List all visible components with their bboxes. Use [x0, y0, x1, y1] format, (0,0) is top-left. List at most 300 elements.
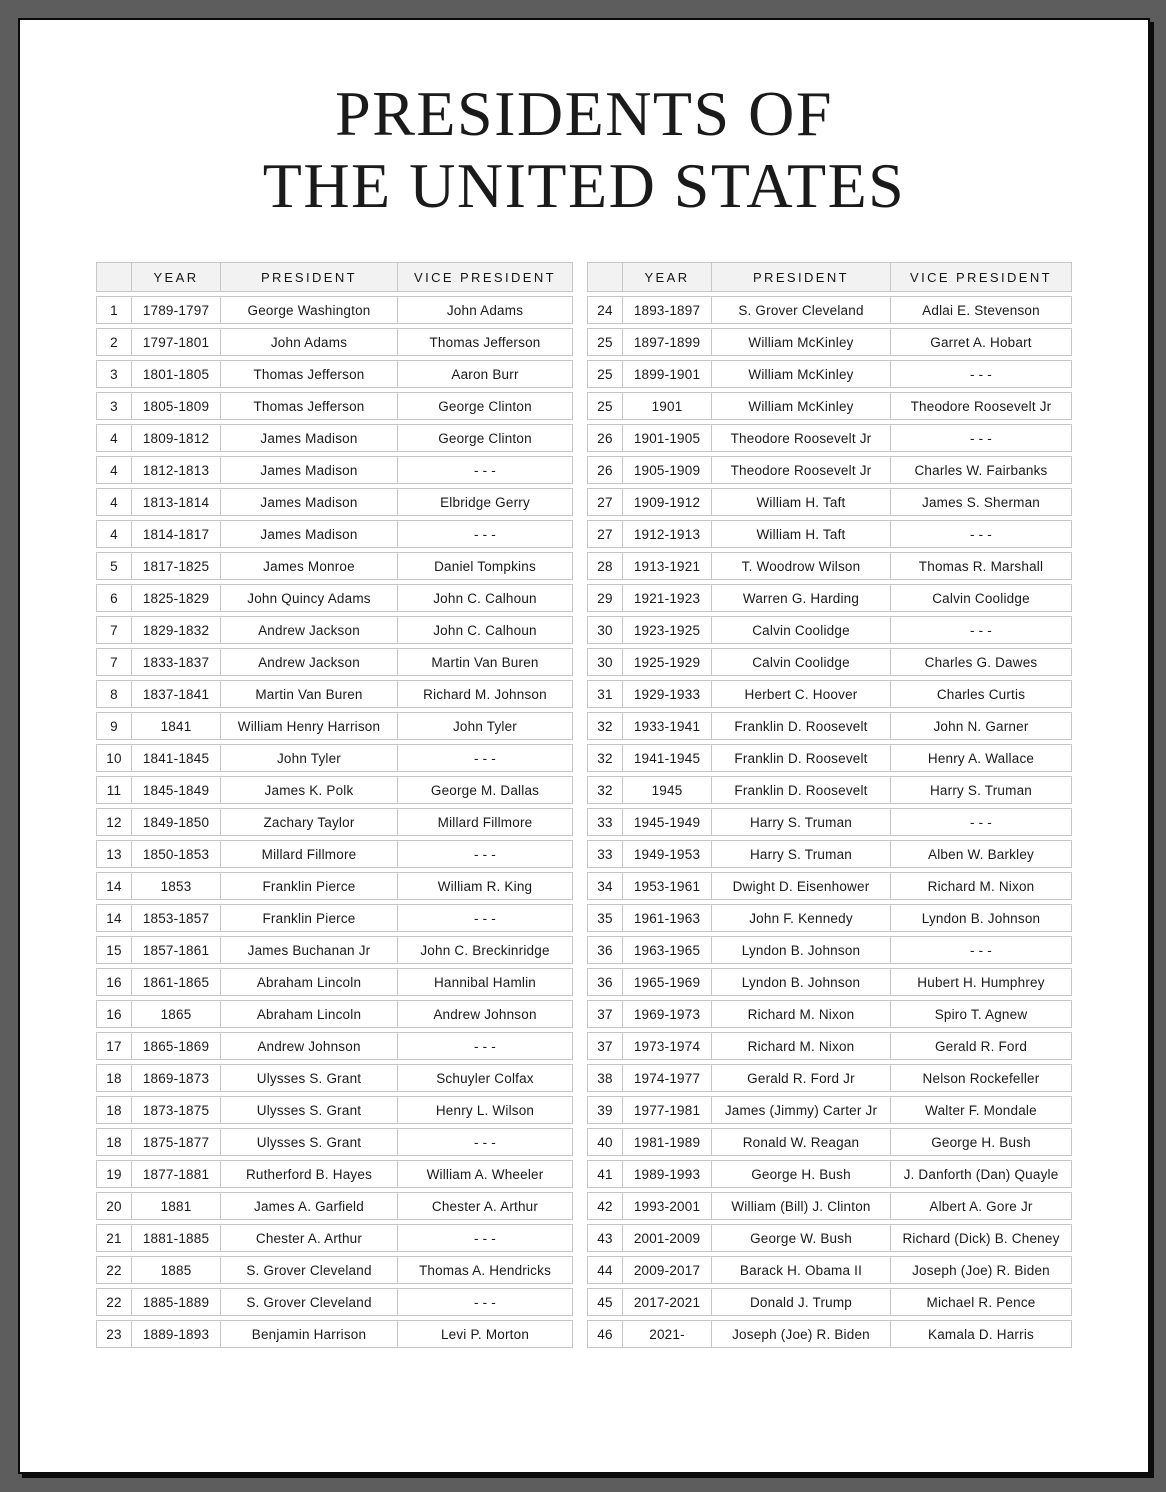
cell-president: James (Jimmy) Carter Jr: [712, 1096, 891, 1124]
cell-number: 29: [587, 584, 623, 612]
presidents-table-left: [96, 258, 573, 1352]
table-row: [587, 744, 1072, 772]
table-row: [587, 1288, 1072, 1316]
cell-number: 27: [587, 520, 623, 548]
cell-year: 1889-1893: [132, 1320, 221, 1348]
table-row: [96, 648, 573, 676]
table-row: [96, 872, 573, 900]
cell-vice-president: Charles G. Dawes: [891, 648, 1072, 676]
table-row: [587, 328, 1072, 356]
cell-number: 12: [96, 808, 132, 836]
column-header-vice-president: VICE PRESIDENT: [891, 262, 1072, 292]
cell-year: 1929-1933: [623, 680, 712, 708]
cell-president: Martin Van Buren: [221, 680, 398, 708]
cell-vice-president: Kamala D. Harris: [891, 1320, 1072, 1348]
cell-president: Harry S. Truman: [712, 808, 891, 836]
cell-number: 5: [96, 552, 132, 580]
table-row: [96, 808, 573, 836]
cell-number: 28: [587, 552, 623, 580]
table-row: [96, 840, 573, 868]
cell-number: 16: [96, 968, 132, 996]
cell-president: George H. Bush: [712, 1160, 891, 1188]
cell-number: 1: [96, 296, 132, 324]
cell-vice-president: Theodore Roosevelt Jr: [891, 392, 1072, 420]
cell-president: James Buchanan Jr: [221, 936, 398, 964]
table-row: [587, 1192, 1072, 1220]
cell-year: 1812-1813: [132, 456, 221, 484]
table-row: [587, 712, 1072, 740]
table-row: [587, 1096, 1072, 1124]
cell-number: 26: [587, 424, 623, 452]
cell-vice-president: Michael R. Pence: [891, 1288, 1072, 1316]
cell-president: John Quincy Adams: [221, 584, 398, 612]
cell-president: William McKinley: [712, 360, 891, 388]
header-row: [96, 262, 573, 292]
cell-president: Zachary Taylor: [221, 808, 398, 836]
cell-year: 1853-1857: [132, 904, 221, 932]
table-row: [96, 712, 573, 740]
table-row: [96, 296, 573, 324]
cell-president: Ulysses S. Grant: [221, 1064, 398, 1092]
cell-year: 1797-1801: [132, 328, 221, 356]
cell-vice-president: - - -: [398, 520, 573, 548]
cell-year: 1901: [623, 392, 712, 420]
table-row: [587, 424, 1072, 452]
cell-vice-president: John Adams: [398, 296, 573, 324]
cell-president: Warren G. Harding: [712, 584, 891, 612]
table-row: [96, 1128, 573, 1156]
cell-president: Richard M. Nixon: [712, 1000, 891, 1028]
cell-president: Benjamin Harrison: [221, 1320, 398, 1348]
table-row: [96, 360, 573, 388]
cell-vice-president: Charles W. Fairbanks: [891, 456, 1072, 484]
cell-vice-president: - - -: [398, 456, 573, 484]
cell-vice-president: Calvin Coolidge: [891, 584, 1072, 612]
table-row: [587, 968, 1072, 996]
cell-number: 27: [587, 488, 623, 516]
cell-year: 1941-1945: [623, 744, 712, 772]
cell-year: 1949-1953: [623, 840, 712, 868]
cell-number: 22: [96, 1256, 132, 1284]
cell-year: 1813-1814: [132, 488, 221, 516]
cell-year: 1801-1805: [132, 360, 221, 388]
cell-year: 1945: [623, 776, 712, 804]
cell-year: 1893-1897: [623, 296, 712, 324]
cell-president: Thomas Jefferson: [221, 360, 398, 388]
cell-president: Ronald W. Reagan: [712, 1128, 891, 1156]
cell-number: 11: [96, 776, 132, 804]
cell-number: 40: [587, 1128, 623, 1156]
cell-president: Rutherford B. Hayes: [221, 1160, 398, 1188]
cell-number: 7: [96, 616, 132, 644]
table-row: [587, 872, 1072, 900]
table-row: [96, 488, 573, 516]
table-row: [587, 648, 1072, 676]
table-row: [96, 1032, 573, 1060]
cell-number: 36: [587, 968, 623, 996]
cell-president: Herbert C. Hoover: [712, 680, 891, 708]
cell-year: 1901-1905: [623, 424, 712, 452]
cell-number: 15: [96, 936, 132, 964]
cell-number: 33: [587, 808, 623, 836]
cell-year: 1969-1973: [623, 1000, 712, 1028]
cell-vice-president: Walter F. Mondale: [891, 1096, 1072, 1124]
table-row: [587, 1320, 1072, 1348]
cell-vice-president: - - -: [891, 616, 1072, 644]
cell-number: 18: [96, 1064, 132, 1092]
table-row: [587, 616, 1072, 644]
cell-vice-president: Spiro T. Agnew: [891, 1000, 1072, 1028]
cell-year: 1989-1993: [623, 1160, 712, 1188]
column-header-number: [96, 262, 132, 292]
cell-president: T. Woodrow Wilson: [712, 552, 891, 580]
cell-vice-president: Richard M. Johnson: [398, 680, 573, 708]
cell-number: 30: [587, 616, 623, 644]
cell-number: 32: [587, 776, 623, 804]
cell-president: Abraham Lincoln: [221, 1000, 398, 1028]
cell-number: 19: [96, 1160, 132, 1188]
cell-president: Franklin Pierce: [221, 904, 398, 932]
cell-president: John Adams: [221, 328, 398, 356]
cell-president: Franklin D. Roosevelt: [712, 744, 891, 772]
cell-vice-president: Thomas A. Hendricks: [398, 1256, 573, 1284]
cell-vice-president: Andrew Johnson: [398, 1000, 573, 1028]
cell-president: John F. Kennedy: [712, 904, 891, 932]
cell-number: 33: [587, 840, 623, 868]
cell-vice-president: John N. Garner: [891, 712, 1072, 740]
table-row: [96, 1320, 573, 1348]
cell-president: Andrew Jackson: [221, 616, 398, 644]
cell-year: 1833-1837: [132, 648, 221, 676]
cell-vice-president: Aaron Burr: [398, 360, 573, 388]
cell-president: William McKinley: [712, 328, 891, 356]
cell-vice-president: George H. Bush: [891, 1128, 1072, 1156]
cell-year: 1825-1829: [132, 584, 221, 612]
table-row: [587, 936, 1072, 964]
cell-year: 1973-1974: [623, 1032, 712, 1060]
cell-vice-president: Garret A. Hobart: [891, 328, 1072, 356]
cell-year: 1841-1845: [132, 744, 221, 772]
cell-vice-president: - - -: [891, 360, 1072, 388]
header-row: [587, 262, 1072, 292]
cell-year: 1869-1873: [132, 1064, 221, 1092]
cell-president: Millard Fillmore: [221, 840, 398, 868]
column-header-president: PRESIDENT: [712, 262, 891, 292]
cell-number: 16: [96, 1000, 132, 1028]
cell-year: 1905-1909: [623, 456, 712, 484]
cell-year: 2021-: [623, 1320, 712, 1348]
table-row: [96, 520, 573, 548]
cell-vice-president: - - -: [398, 904, 573, 932]
cell-year: 1845-1849: [132, 776, 221, 804]
cell-year: 1817-1825: [132, 552, 221, 580]
cell-vice-president: George M. Dallas: [398, 776, 573, 804]
cell-president: John Tyler: [221, 744, 398, 772]
cell-president: Abraham Lincoln: [221, 968, 398, 996]
cell-vice-president: Harry S. Truman: [891, 776, 1072, 804]
cell-vice-president: Lyndon B. Johnson: [891, 904, 1072, 932]
cell-president: George W. Bush: [712, 1224, 891, 1252]
cell-number: 24: [587, 296, 623, 324]
cell-year: 1885: [132, 1256, 221, 1284]
cell-vice-president: Richard (Dick) B. Cheney: [891, 1224, 1072, 1252]
cell-vice-president: Martin Van Buren: [398, 648, 573, 676]
cell-number: 37: [587, 1032, 623, 1060]
table-row: [587, 584, 1072, 612]
cell-president: Franklin D. Roosevelt: [712, 776, 891, 804]
cell-vice-president: George Clinton: [398, 392, 573, 420]
cell-number: 44: [587, 1256, 623, 1284]
cell-president: Dwight D. Eisenhower: [712, 872, 891, 900]
cell-year: 2009-2017: [623, 1256, 712, 1284]
cell-president: Andrew Johnson: [221, 1032, 398, 1060]
table-row: [96, 392, 573, 420]
cell-number: 22: [96, 1288, 132, 1316]
cell-vice-president: - - -: [891, 424, 1072, 452]
cell-president: James K. Polk: [221, 776, 398, 804]
column-header-vice-president: VICE PRESIDENT: [398, 262, 573, 292]
cell-year: 1961-1963: [623, 904, 712, 932]
cell-number: 32: [587, 712, 623, 740]
cell-number: 32: [587, 744, 623, 772]
cell-president: Franklin Pierce: [221, 872, 398, 900]
cell-president: George Washington: [221, 296, 398, 324]
table-row: [96, 904, 573, 932]
cell-vice-president: Richard M. Nixon: [891, 872, 1072, 900]
table-row: [587, 808, 1072, 836]
table-row: [96, 552, 573, 580]
table-row: [96, 1000, 573, 1028]
cell-number: 8: [96, 680, 132, 708]
cell-number: 41: [587, 1160, 623, 1188]
cell-number: 30: [587, 648, 623, 676]
column-header-number: [587, 262, 623, 292]
cell-number: 39: [587, 1096, 623, 1124]
cell-year: 1850-1853: [132, 840, 221, 868]
cell-number: 7: [96, 648, 132, 676]
cell-number: 2: [96, 328, 132, 356]
cell-president: Theodore Roosevelt Jr: [712, 456, 891, 484]
cell-vice-president: Charles Curtis: [891, 680, 1072, 708]
cell-vice-president: - - -: [891, 808, 1072, 836]
cell-number: 42: [587, 1192, 623, 1220]
cell-president: James Madison: [221, 424, 398, 452]
cell-number: 21: [96, 1224, 132, 1252]
cell-year: 1877-1881: [132, 1160, 221, 1188]
column-header-year: YEAR: [132, 262, 221, 292]
cell-vice-president: - - -: [398, 744, 573, 772]
table-row: [96, 584, 573, 612]
cell-vice-president: - - -: [398, 840, 573, 868]
cell-number: 46: [587, 1320, 623, 1348]
cell-vice-president: - - -: [398, 1224, 573, 1252]
cell-number: 4: [96, 488, 132, 516]
cell-vice-president: Chester A. Arthur: [398, 1192, 573, 1220]
table-row: [587, 776, 1072, 804]
cell-vice-president: - - -: [891, 936, 1072, 964]
table-row: [587, 456, 1072, 484]
cell-vice-president: Levi P. Morton: [398, 1320, 573, 1348]
table-row: [96, 1064, 573, 1092]
table-row: [587, 520, 1072, 548]
table-row: [96, 1160, 573, 1188]
cell-number: 20: [96, 1192, 132, 1220]
cell-number: 6: [96, 584, 132, 612]
cell-year: 1913-1921: [623, 552, 712, 580]
cell-president: William (Bill) J. Clinton: [712, 1192, 891, 1220]
cell-president: Harry S. Truman: [712, 840, 891, 868]
cell-vice-president: William R. King: [398, 872, 573, 900]
cell-year: 1865: [132, 1000, 221, 1028]
cell-vice-president: John Tyler: [398, 712, 573, 740]
cell-vice-president: - - -: [398, 1032, 573, 1060]
cell-president: S. Grover Cleveland: [712, 296, 891, 324]
cell-president: S. Grover Cleveland: [221, 1288, 398, 1316]
cell-year: 1814-1817: [132, 520, 221, 548]
cell-year: 1974-1977: [623, 1064, 712, 1092]
cell-year: 1881: [132, 1192, 221, 1220]
cell-year: 1897-1899: [623, 328, 712, 356]
cell-number: 18: [96, 1128, 132, 1156]
table-row: [96, 744, 573, 772]
cell-vice-president: - - -: [398, 1288, 573, 1316]
cell-vice-president: Millard Fillmore: [398, 808, 573, 836]
cell-vice-president: Adlai E. Stevenson: [891, 296, 1072, 324]
cell-president: William H. Taft: [712, 520, 891, 548]
cell-year: 1853: [132, 872, 221, 900]
cell-number: 14: [96, 872, 132, 900]
cell-number: 43: [587, 1224, 623, 1252]
table-row: [96, 456, 573, 484]
cell-vice-president: John C. Calhoun: [398, 584, 573, 612]
cell-president: William H. Taft: [712, 488, 891, 516]
page-title: [20, 78, 1148, 222]
cell-president: Calvin Coolidge: [712, 648, 891, 676]
cell-year: 1881-1885: [132, 1224, 221, 1252]
cell-president: Donald J. Trump: [712, 1288, 891, 1316]
cell-president: Thomas Jefferson: [221, 392, 398, 420]
cell-year: 1809-1812: [132, 424, 221, 452]
table-row: [587, 1160, 1072, 1188]
cell-year: 1885-1889: [132, 1288, 221, 1316]
table-row: [587, 552, 1072, 580]
cell-president: William McKinley: [712, 392, 891, 420]
cell-year: 1925-1929: [623, 648, 712, 676]
cell-number: 37: [587, 1000, 623, 1028]
cell-president: James A. Garfield: [221, 1192, 398, 1220]
cell-president: James Madison: [221, 456, 398, 484]
cell-vice-president: Schuyler Colfax: [398, 1064, 573, 1092]
cell-vice-president: James S. Sherman: [891, 488, 1072, 516]
cell-year: 1993-2001: [623, 1192, 712, 1220]
table-row: [587, 1224, 1072, 1252]
cell-vice-president: Nelson Rockefeller: [891, 1064, 1072, 1092]
cell-year: 1805-1809: [132, 392, 221, 420]
cell-president: Theodore Roosevelt Jr: [712, 424, 891, 452]
cell-vice-president: John C. Calhoun: [398, 616, 573, 644]
cell-president: Chester A. Arthur: [221, 1224, 398, 1252]
cell-year: 1789-1797: [132, 296, 221, 324]
cell-year: 1981-1989: [623, 1128, 712, 1156]
cell-president: Ulysses S. Grant: [221, 1128, 398, 1156]
table-row: [96, 328, 573, 356]
cell-president: William Henry Harrison: [221, 712, 398, 740]
table-row: [96, 1192, 573, 1220]
cell-vice-president: Henry A. Wallace: [891, 744, 1072, 772]
cell-number: 23: [96, 1320, 132, 1348]
cell-vice-president: Daniel Tompkins: [398, 552, 573, 580]
cell-year: 1873-1875: [132, 1096, 221, 1124]
table-row: [587, 840, 1072, 868]
cell-number: 9: [96, 712, 132, 740]
cell-year: 1841: [132, 712, 221, 740]
cell-vice-president: - - -: [891, 520, 1072, 548]
table-row: [587, 1256, 1072, 1284]
cell-number: 17: [96, 1032, 132, 1060]
tables-area: [20, 258, 1148, 1352]
table-row: [96, 1256, 573, 1284]
cell-year: 1865-1869: [132, 1032, 221, 1060]
cell-vice-president: Alben W. Barkley: [891, 840, 1072, 868]
cell-number: 25: [587, 328, 623, 356]
cell-vice-president: Gerald R. Ford: [891, 1032, 1072, 1060]
page-title-line2: THE UNITED STATES: [262, 150, 906, 221]
cell-president: Richard M. Nixon: [712, 1032, 891, 1060]
table-row: [587, 680, 1072, 708]
cell-president: Lyndon B. Johnson: [712, 936, 891, 964]
cell-vice-president: Albert A. Gore Jr: [891, 1192, 1072, 1220]
table-row: [96, 616, 573, 644]
cell-president: James Monroe: [221, 552, 398, 580]
cell-president: Calvin Coolidge: [712, 616, 891, 644]
cell-year: 1857-1861: [132, 936, 221, 964]
cell-president: Andrew Jackson: [221, 648, 398, 676]
cell-year: 1861-1865: [132, 968, 221, 996]
cell-number: 38: [587, 1064, 623, 1092]
column-header-year: YEAR: [623, 262, 712, 292]
table-row: [96, 936, 573, 964]
cell-vice-president: Thomas R. Marshall: [891, 552, 1072, 580]
cell-vice-president: Elbridge Gerry: [398, 488, 573, 516]
table-row: [96, 1288, 573, 1316]
cell-number: 14: [96, 904, 132, 932]
cell-year: 1849-1850: [132, 808, 221, 836]
table-row: [587, 1128, 1072, 1156]
cell-vice-president: Joseph (Joe) R. Biden: [891, 1256, 1072, 1284]
cell-number: 18: [96, 1096, 132, 1124]
table-row: [587, 1064, 1072, 1092]
cell-year: 1923-1925: [623, 616, 712, 644]
poster-page: [18, 18, 1150, 1474]
cell-year: 1963-1965: [623, 936, 712, 964]
cell-vice-president: Hubert H. Humphrey: [891, 968, 1072, 996]
cell-president: James Madison: [221, 488, 398, 516]
cell-number: 13: [96, 840, 132, 868]
cell-president: Gerald R. Ford Jr: [712, 1064, 891, 1092]
cell-president: S. Grover Cleveland: [221, 1256, 398, 1284]
cell-year: 1909-1912: [623, 488, 712, 516]
page-title-line1: PRESIDENTS OF: [335, 78, 833, 149]
cell-year: 1921-1923: [623, 584, 712, 612]
cell-year: 1953-1961: [623, 872, 712, 900]
table-row: [96, 1096, 573, 1124]
cell-vice-president: Hannibal Hamlin: [398, 968, 573, 996]
cell-year: 2001-2009: [623, 1224, 712, 1252]
cell-vice-president: Thomas Jefferson: [398, 328, 573, 356]
presidents-table-right: [587, 258, 1072, 1352]
cell-number: 34: [587, 872, 623, 900]
cell-vice-president: - - -: [398, 1128, 573, 1156]
